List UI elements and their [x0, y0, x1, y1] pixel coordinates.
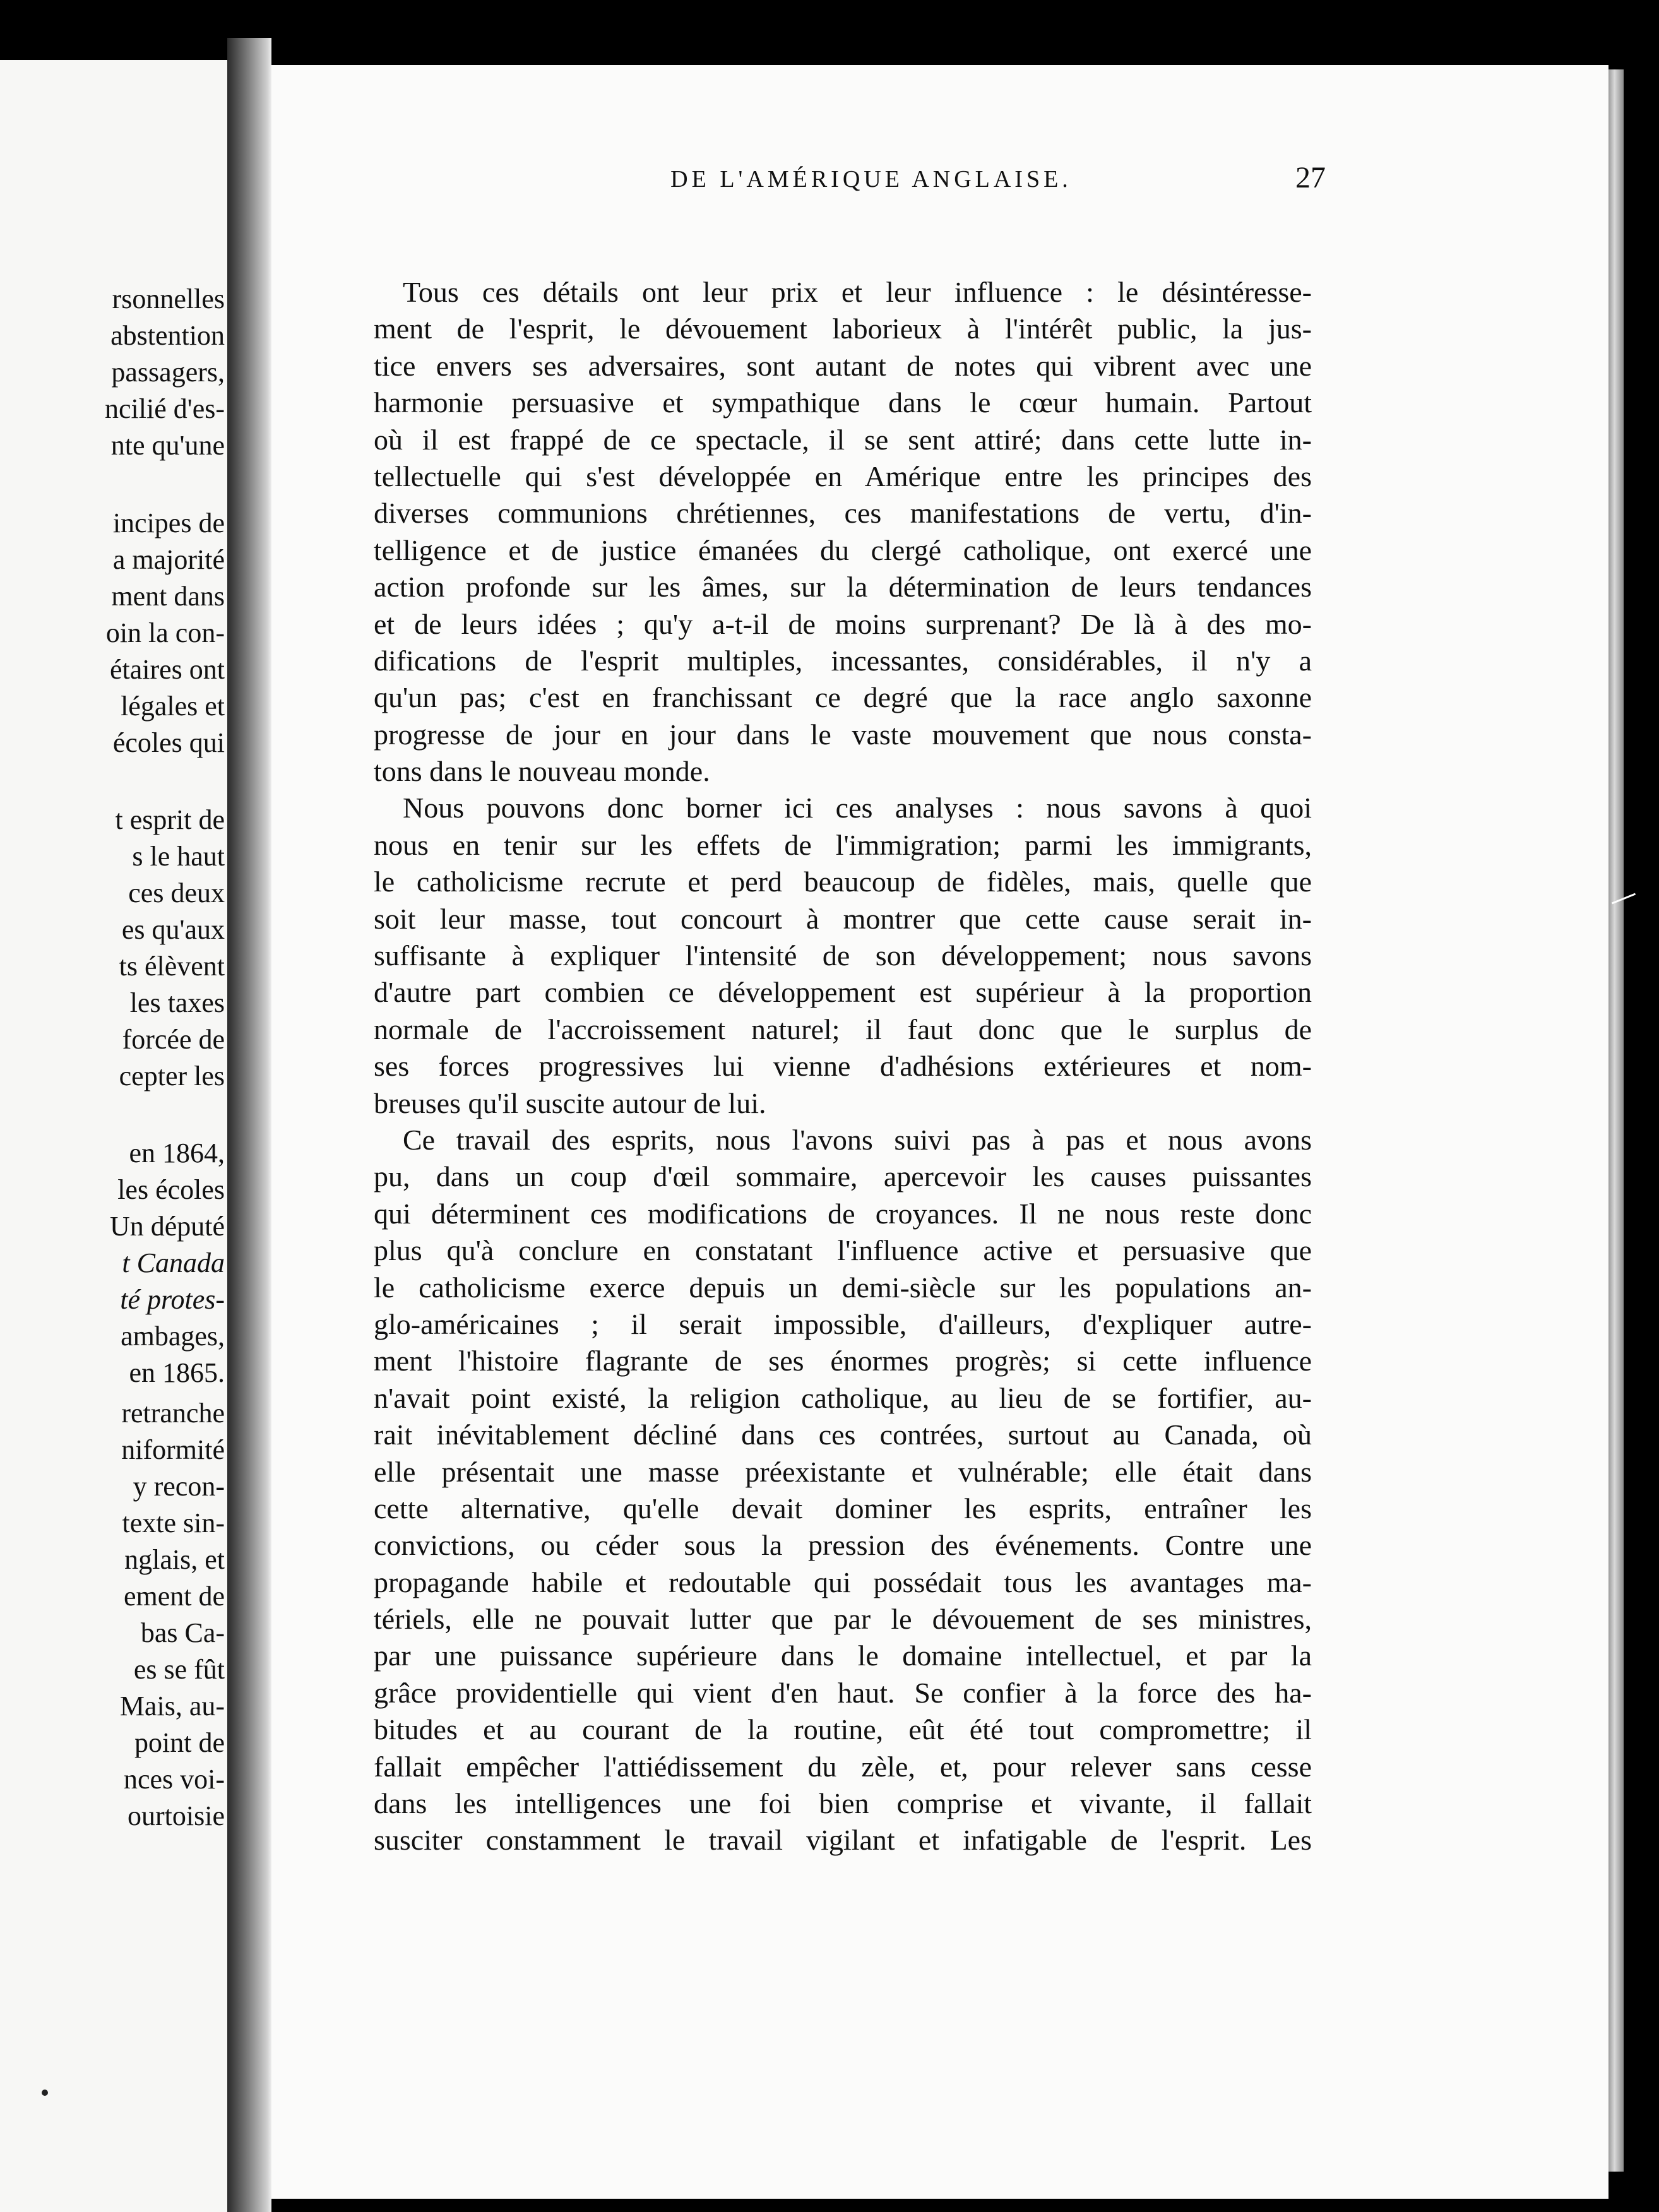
text-line: normale de l'accroissement naturel; il faut donc que le surplus de: [374, 1013, 1312, 1045]
facing-page-line: abstention: [110, 320, 225, 351]
text-line: le catholicisme recrute et perd beaucoup de fidèles, mais, quelle que: [374, 865, 1312, 898]
text-line: qui déterminent ces modifications de croyances. Il ne nous reste donc: [374, 1197, 1312, 1230]
text-line: breuses qu'il suscite autour de lui.: [374, 1086, 766, 1119]
facing-page-line: cepter les: [119, 1061, 225, 1091]
text-line: bitudes et au courant de la routine, eût été tout compromettre; il: [374, 1713, 1312, 1746]
text-line: action profonde sur les âmes, sur la détermination de leurs tendances: [374, 571, 1312, 604]
facing-page-line: y recon-: [133, 1471, 225, 1502]
text-line: convictions, ou céder sous la pression des événements. Contre une: [374, 1529, 1312, 1562]
text-line: rait inévitablement décliné dans ces contrées, surtout au Canada, où: [374, 1418, 1312, 1451]
facing-page-line: a majorité: [112, 544, 225, 575]
text-line: où il est frappé de ce spectacle, il se sent attiré; dans cette lutte in-: [374, 423, 1312, 456]
page-edge: [1608, 69, 1624, 2172]
book-gutter: [227, 38, 271, 2212]
facing-page-line: étaires ont: [109, 654, 225, 685]
facing-page-line: Mais, au-: [119, 1691, 225, 1721]
facing-page-line: ts élèvent: [119, 951, 225, 982]
facing-page-line: es qu'aux: [121, 914, 225, 945]
text-line: tériels, elle ne pouvait lutter que par le dévouement de ses ministres,: [374, 1603, 1312, 1636]
text-line: nous en tenir sur les effets de l'immigration; parmi les immigrants,: [374, 828, 1312, 861]
facing-page-line: Un député: [109, 1211, 225, 1242]
text-line: d'autre part combien ce développement est supérieur à la proportion: [374, 976, 1312, 1009]
text-line: suffisante à expliquer l'intensité de son développement; nous savons: [374, 939, 1312, 972]
facing-page-line: forcée de: [122, 1024, 225, 1055]
text-line: glo-américaines ; il serait impossible, d'ailleurs, d'expliquer autre-: [374, 1307, 1312, 1340]
facing-page-line: incipes de: [112, 508, 225, 538]
text-line: pu, dans un coup d'œil sommaire, apercevoir les causes puissantes: [374, 1160, 1312, 1193]
text-line: difications de l'esprit multiples, incessantes, considérables, il n'y a: [374, 644, 1312, 677]
facing-page-line: bas Ca-: [140, 1617, 225, 1648]
facing-page-line: ces deux: [128, 877, 225, 908]
facing-page-line: ement de: [123, 1581, 225, 1612]
text-line: qu'un pas; c'est en franchissant ce degré que la race anglo saxonne: [374, 681, 1312, 714]
ink-dot: [42, 2090, 48, 2096]
text-line: elle présentait une masse préexistante et vulnérable; elle était dans: [374, 1455, 1312, 1488]
text-line: n'avait point existé, la religion catholique, au lieu de se fortifier, au-: [374, 1381, 1312, 1414]
body-text: [374, 274, 1312, 1859]
text-line: et de leurs idées ; qu'y a-t-il de moins surprenant? De là à des mo-: [374, 607, 1312, 640]
text-line: plus qu'à conclure en constatant l'influence active et persuasive que: [374, 1234, 1312, 1267]
text-line: Tous ces détails ont leur prix et leur influence : le désintéresse-: [403, 276, 1312, 308]
text-line: tice envers ses adversaires, sont autant de notes qui vibrent avec une: [374, 349, 1312, 382]
facing-page-line: ment dans: [111, 581, 225, 612]
text-line: progresse de jour en jour dans le vaste mouvement que nous consta-: [374, 718, 1312, 751]
facing-page-line: rsonnelles: [112, 283, 225, 314]
text-line: tons dans le nouveau monde.: [374, 755, 710, 788]
facing-page-line: es se fût: [133, 1654, 225, 1685]
text-line: Ce travail des esprits, nous l'avons suivi pas à pas et nous avons: [403, 1123, 1312, 1156]
facing-page-line: écoles qui: [112, 727, 225, 758]
text-line: Nous pouvons donc borner ici ces analyses : nous savons à quoi: [403, 792, 1312, 824]
facing-page-line: en 1865.: [129, 1357, 225, 1388]
facing-page-line: les taxes: [129, 987, 225, 1018]
facing-page-line: niformité: [121, 1434, 225, 1465]
facing-page-line: point de: [134, 1727, 225, 1758]
text-line: soit leur masse, tout concourt à montrer que cette cause serait in-: [374, 902, 1312, 935]
text-line: ses forces progressives lui vienne d'adhésions extérieures et nom-: [374, 1050, 1312, 1083]
text-line: tellectuelle qui s'est développée en Amérique entre les principes des: [374, 460, 1312, 492]
facing-page-line: ambages,: [121, 1321, 225, 1352]
text-line: grâce providentielle qui vient d'en haut. Se confier à la force des ha-: [374, 1676, 1312, 1709]
facing-page-line: texte sin-: [122, 1507, 225, 1538]
facing-page-line: oin la con-: [105, 617, 225, 648]
text-line: fallait empêcher l'attiédissement du zèle, et, pour relever sans cesse: [374, 1750, 1312, 1783]
facing-page-line: retranche: [121, 1398, 225, 1429]
facing-page-line: les écoles: [117, 1174, 225, 1205]
facing-page-line: ourtoisie: [128, 1800, 225, 1831]
facing-page-line: t Canada: [122, 1247, 225, 1278]
text-line: le catholicisme exerce depuis un demi-siècle sur les populations an-: [374, 1271, 1312, 1304]
facing-page-line: légales et: [121, 691, 225, 722]
text-line: ment de l'esprit, le dévouement laborieux à l'intérêt public, la jus-: [374, 312, 1312, 345]
text-line: telligence et de justice émanées du clergé catholique, ont exercé une: [374, 533, 1312, 566]
facing-page-line: t esprit de: [115, 804, 225, 835]
facing-page-line: en 1864,: [129, 1138, 225, 1168]
page-number: 27: [1295, 161, 1326, 194]
running-head: DE L'AMÉRIQUE ANGLAISE.: [670, 166, 1072, 193]
text-line: harmonie persuasive et sympathique dans le cœur humain. Partout: [374, 386, 1312, 419]
text-line: susciter constamment le travail vigilant et infatigable de l'esprit. Les: [374, 1824, 1312, 1857]
text-line: dans les intelligences une foi bien comprise et vivante, il fallait: [374, 1787, 1312, 1820]
facing-page-line: s le haut: [132, 841, 225, 872]
facing-page-line: nglais, et: [124, 1544, 225, 1575]
facing-page-line: nces voi-: [123, 1764, 225, 1795]
facing-page-line: passagers,: [111, 357, 225, 388]
facing-page-line: té protes-: [120, 1284, 225, 1315]
facing-page-line: ncilié d'es-: [105, 393, 225, 424]
text-line: par une puissance supérieure dans le domaine intellectuel, et par la: [374, 1639, 1312, 1672]
text-line: ment l'histoire flagrante de ses énormes progrès; si cette influence: [374, 1345, 1312, 1377]
text-line: propagande habile et redoutable qui possédait tous les avantages ma-: [374, 1566, 1312, 1598]
text-line: cette alternative, qu'elle devait dominer les esprits, entraîner les: [374, 1492, 1312, 1525]
text-line: diverses communions chrétiennes, ces manifestations de vertu, d'in-: [374, 497, 1312, 530]
facing-page-fragment: [0, 60, 227, 2212]
facing-page-line: nte qu'une: [110, 430, 225, 461]
